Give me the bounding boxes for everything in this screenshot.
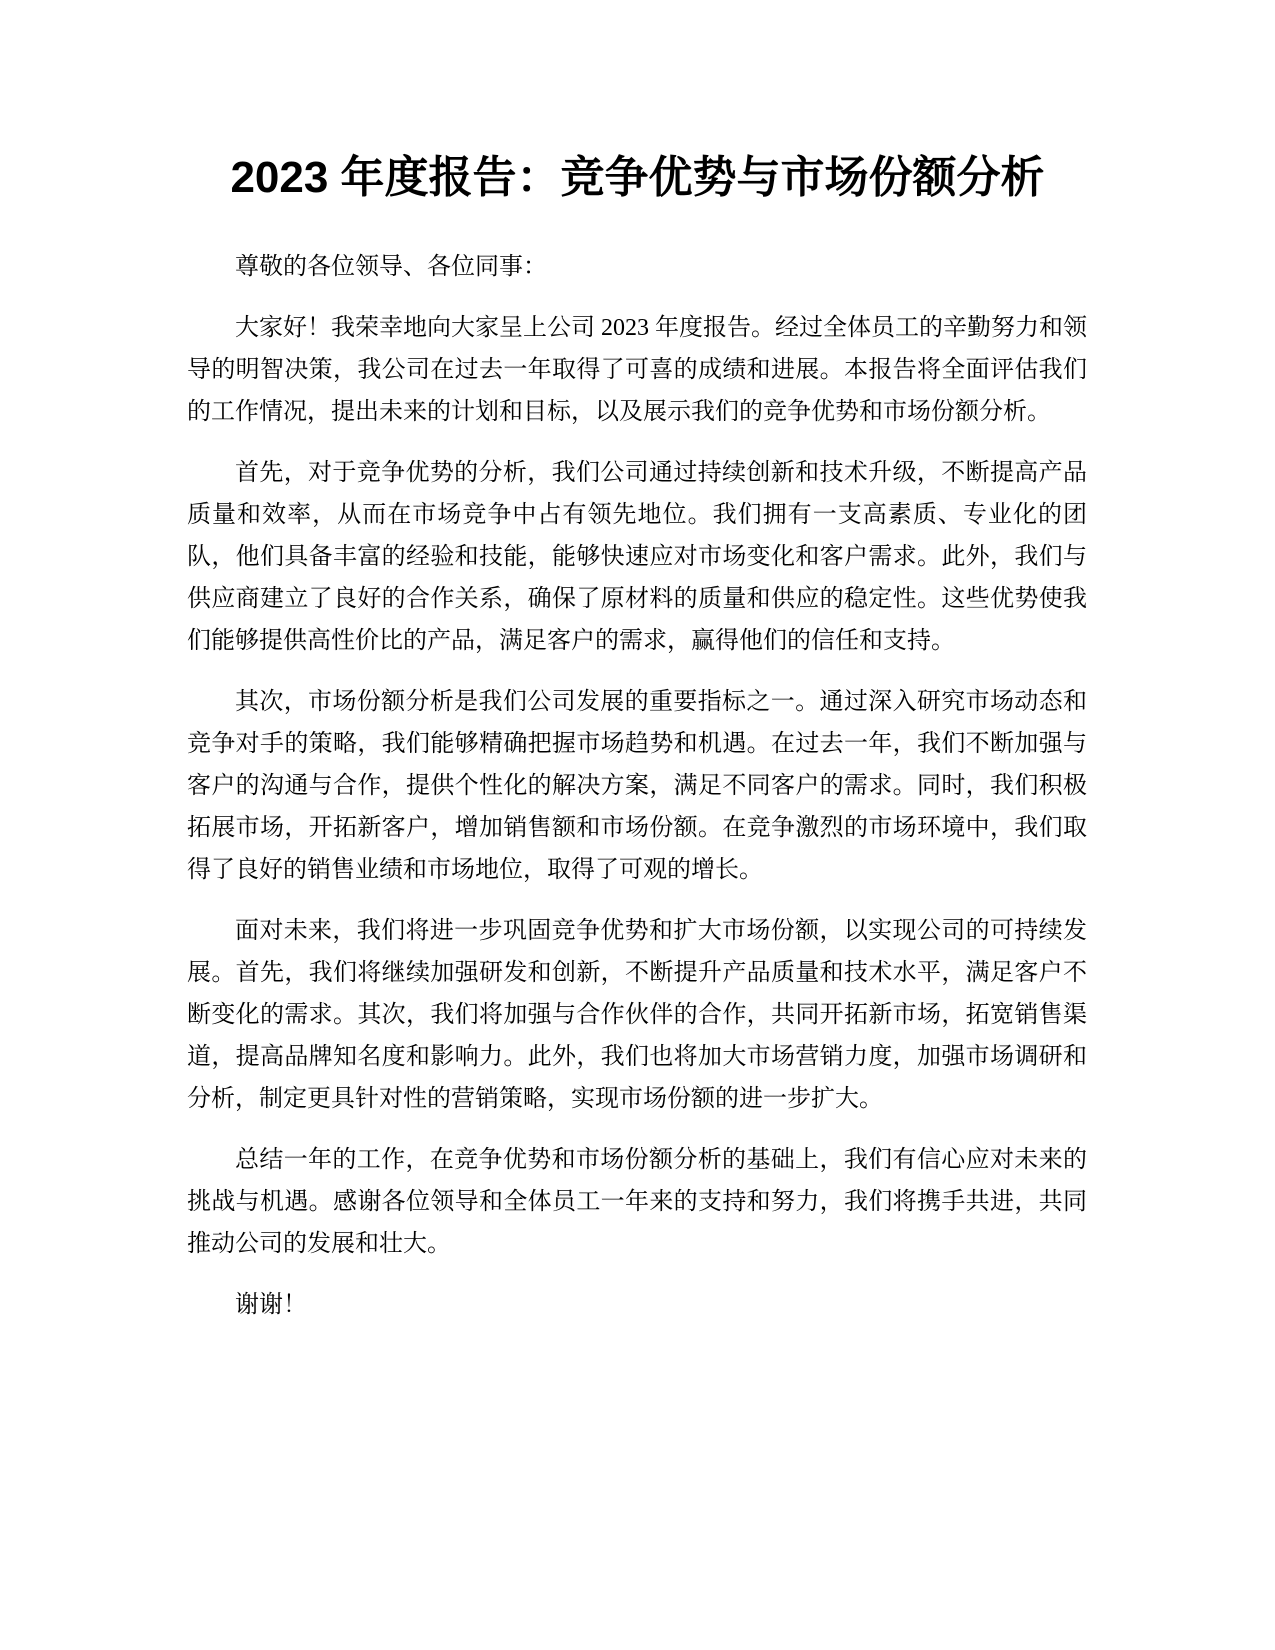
salutation: 尊敬的各位领导、各位同事： <box>235 254 547 280</box>
paragraph-intro: 大家好！我荣幸地向大家呈上公司 2023 年度报告。经过全体员工的辛勤努力和领导的明智决策，我公司在过去一年取得了可喜的成绩和进展。本报告将全面评估我们的工作情况，提出未来的计划和目标，以及展示我们的竞争优势和市场份额分析。 <box>187 315 1087 425</box>
document-title: 2023 年度报告：竞争优势与市场份额分析 <box>230 153 1045 202</box>
paragraph-summary: 总结一年的工作，在竞争优势和市场份额分析的基础上，我们有信心应对未来的挑战与机遇。感谢各位领导和全体员工一年来的支持和努力，我们将携手共进，共同推动公司的发展和壮大。 <box>187 1147 1087 1257</box>
paragraph-market-share: 其次，市场份额分析是我们公司发展的重要指标之一。通过深入研究市场动态和竞争对手的策略，我们能够精确把握市场趋势和机遇。在过去一年，我们不断加强与客户的沟通与合作，提供个性化的解决方案，满足不同客户的需求。同时，我们积极拓展市场，开拓新客户，增加销售额和市场份额。在竞争激烈的市场环境中，我们取得了良好的销售业绩和市场地位，取得了可观的增长。 <box>187 689 1087 883</box>
paragraph-future-plans: 面对未来，我们将进一步巩固竞争优势和扩大市场份额，以实现公司的可持续发展。首先，我们将继续加强研发和创新，不断提升产品质量和技术水平，满足客户不断变化的需求。其次，我们将加强与合作伙伴的合作，共同开拓新市场，拓宽销售渠道，提高品牌知名度和影响力。此外，我们也将加大市场营销力度，加强市场调研和分析，制定更具针对性的营销策略，实现市场份额的进一步扩大。 <box>187 918 1087 1112</box>
document-body <box>187 246 1087 1345</box>
paragraph-competitive-advantage: 首先，对于竞争优势的分析，我们公司通过持续创新和技术升级，不断提高产品质量和效率，从而在市场竞争中占有领先地位。我们拥有一支高素质、专业化的团队，他们具备丰富的经验和技能，能够快速应对市场变化和客户需求。此外，我们与供应商建立了良好的合作关系，确保了原材料的质量和供应的稳定性。这些优势使我们能够提供高性价比的产品，满足客户的需求，赢得他们的信任和支持。 <box>187 460 1087 654</box>
closing-text: 谢谢！ <box>235 1292 307 1318</box>
